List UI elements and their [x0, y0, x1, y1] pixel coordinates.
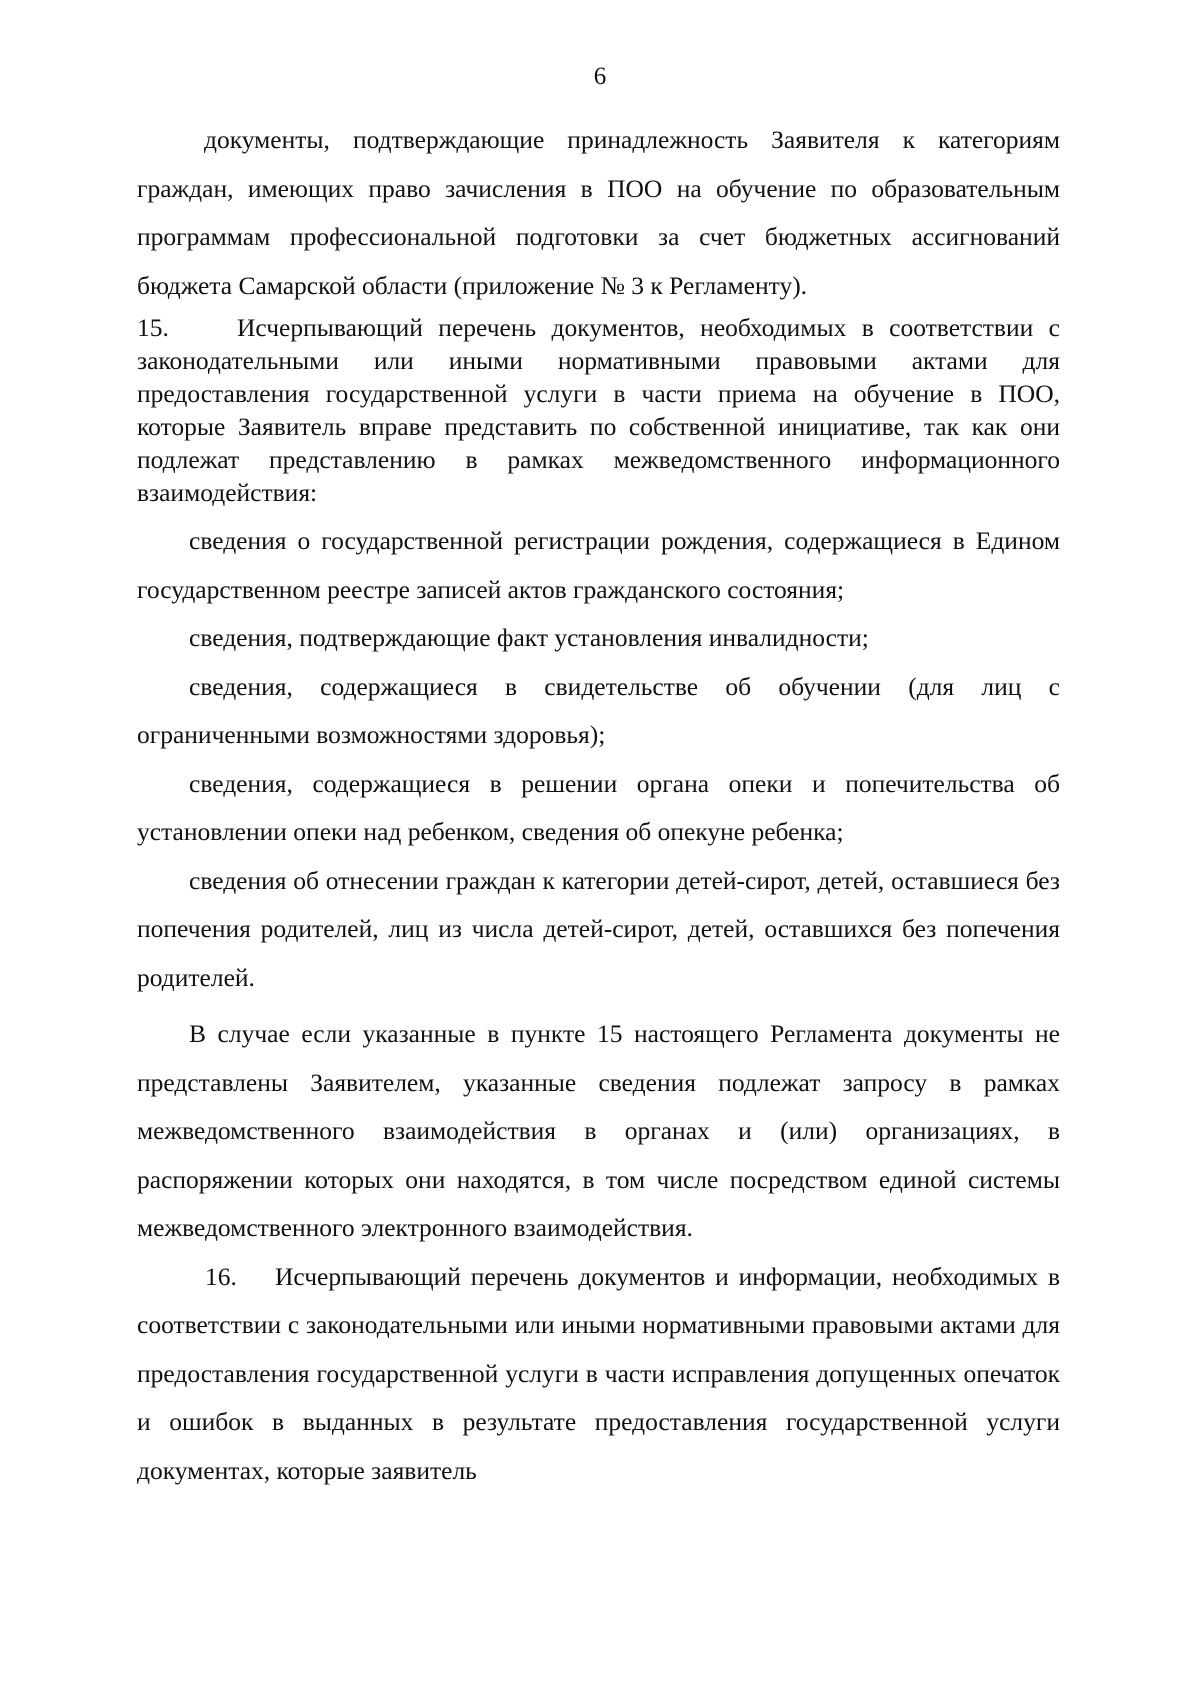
paragraph-item-16 — [137, 1253, 1060, 1496]
list-item-orphans: сведения об отнесении граждан к категории детей-сирот, детей, оставшиеся без попечения родителей, лиц из числа детей-сирот, детей, оставшихся без попечения родителей. — [137, 865, 1060, 992]
paragraph-text-15: Исчерпывающий перечень документов, необходимых в соответствии с законодательными или иными нормативными правовыми актами для предоставления государственной услуги в части приема на обучение в ПОО, которые Заявитель вправе представить по собственной инициативе, так как они подлежат представлению в рамках межведомственного информационного взаимодействия: — [137, 313, 1060, 507]
paragraph-number-15: 15. — [137, 313, 169, 342]
document-body — [137, 116, 1060, 1495]
list-item-birth-registration: сведения о государственной регистрации рождения, содержащиеся в Едином государственном реестре записей актов гражданского состояния; — [137, 526, 1060, 604]
paragraph-documents-category: документы, подтверждающие принадлежность Заявителя к категориям граждан, имеющих право зачисления в ПОО на обучение по образовательным программам профессиональной подготовки за счет бюджетных ассигнований бюджета Самарской области (приложение № 3 к Регламенту). — [137, 125, 1060, 300]
paragraph-number-16: 16. — [205, 1261, 237, 1291]
paragraph-item-15 — [137, 311, 1060, 509]
list-item-training-certificate: сведения, содержащиеся в свидетельстве об обучении (для лиц с ограниченными возможностями здоровья); — [137, 671, 1060, 749]
list-item-guardianship: сведения, содержащиеся в решении органа опеки и попечительства об установлении опеки над ребенком, сведения об опекуне ребенка; — [137, 768, 1060, 846]
paragraph-interagency-request: В случае если указанные в пункте 15 настоящего Регламента документы не представлены Заявителем, указанные сведения подлежат запросу в рамках межведомственного взаимодействия в органах и (или) организациях, в распоряжении которых они находятся, в том числе посредством единой системы межведомственного электронного взаимодействия. — [137, 1019, 1060, 1242]
list-item-disability: сведения, подтверждающие факт установления инвалидности; — [189, 623, 869, 652]
paragraph-text-16: Исчерпывающий перечень документов и информации, необходимых в соответствии с законодательными или иными нормативными правовыми актами для предоставления государственной услуги в части исправления допущенных опечаток и ошибок в выданных в результате предоставления государственной услуги документах, которые заявитель — [137, 1261, 1060, 1485]
page-number: 6 — [593, 63, 607, 90]
